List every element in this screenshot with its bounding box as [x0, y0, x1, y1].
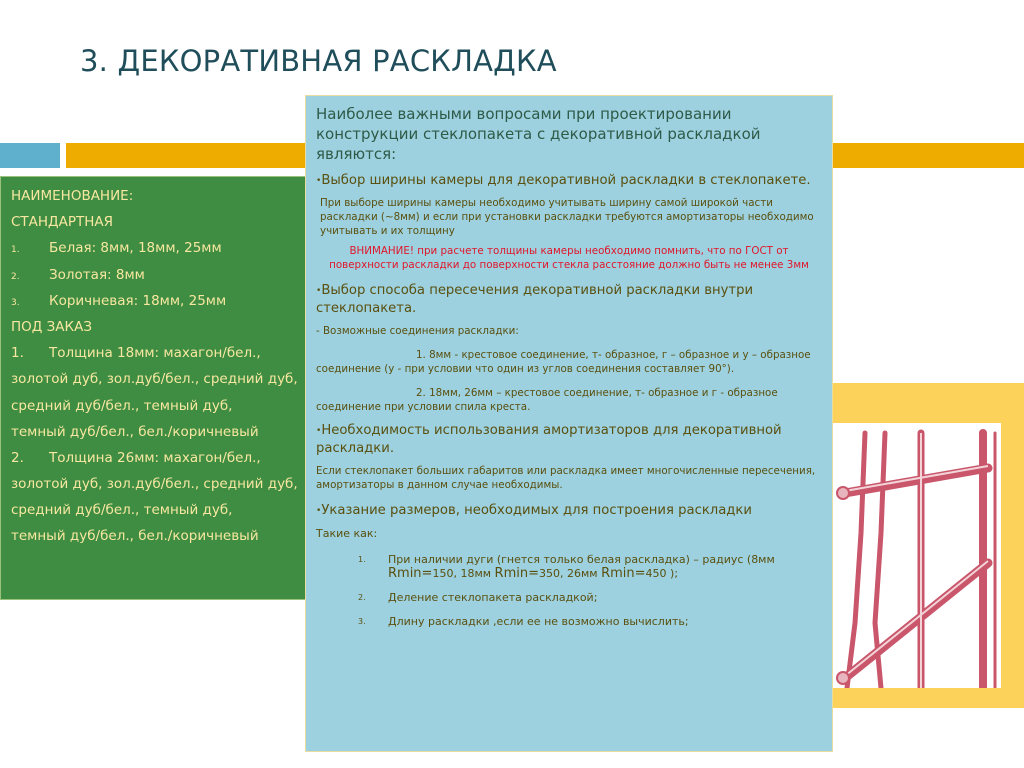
decorative-bar-cyan [0, 143, 60, 168]
joint-option: 2. 18мм, 26мм – крестовое соединение, т- образное и г - образное соединение при условии спила креста. [316, 387, 778, 413]
panel-heading: НАИМЕНОВАНИЕ: [11, 188, 134, 204]
standard-item [11, 235, 305, 261]
item-number: 1. [11, 345, 24, 362]
muntin-grid-illustration [833, 423, 1001, 688]
custom-item-line: средний дуб/бел., темный дуб, [11, 397, 233, 414]
joint-option: 1. 8мм - крестовое соединение, т- образное, г – образное и у – образное соединение (у - при условии что один из углов соединения составляет 90°). [316, 349, 811, 375]
section-heading-dimensions: •Указание размеров, необходимых для построения раскладки [316, 503, 752, 518]
item-number: 1. [11, 245, 20, 256]
bullet-icon: • [316, 286, 322, 296]
custom-item-line: золотой дуб, зол.дуб/бел., средний дуб, [11, 371, 298, 388]
section-heading-dampers: •Необходимость использования амортизаторов для декоративной раскладки. [316, 423, 782, 456]
warning-text: ВНИМАНИЕ! при расчете толщины камеры необходимо помнить, что по ГОСТ от поверхности раскладки до поверхности стекла расстояние должно быть не менее 3мм [329, 245, 809, 271]
custom-label: ПОД ЗАКАЗ [11, 318, 92, 335]
decorative-bar-orange-left [66, 143, 312, 168]
section-subheading: - Возможные соединения раскладки: [316, 325, 519, 337]
item-number: 2. [358, 593, 366, 602]
item-number: 2. [11, 271, 20, 282]
standard-label: СТАНДАРТНАЯ [11, 214, 113, 231]
section-text: Если стеклопакет больших габаритов или раскладка имеет многочисленные пересечения, амортизаторы в данном случае необходимы. [316, 465, 816, 491]
bullet-icon: • [316, 426, 322, 436]
list-item: 1. При наличии дуги (гнется только белая раскладка) – радиус (8мм Rmin=150, 18мм Rmin=350, 26мм Rmin=450 ); [316, 553, 822, 581]
item-number: 3. [11, 297, 20, 308]
dimensions-list [316, 553, 822, 629]
list-item [316, 591, 822, 605]
custom-item-line: темный дуб/бел., бел./коричневый [11, 423, 259, 440]
slide-title: 3. ДЕКОРАТИВНАЯ РАСКЛАДКА [80, 44, 557, 78]
muntin-types-panel [0, 176, 306, 600]
section-heading-intersection: •Выбор способа пересечения декоративной раскладки внутри стеклопакета. [316, 283, 754, 316]
item-text: Толщина 26мм: махагон/бел., [49, 449, 261, 466]
design-considerations-panel [305, 95, 833, 752]
intro-text: Наиболее важными вопросами при проектировании конструкции стеклопакета с декоративной раскладкой являются: [316, 105, 761, 163]
standard-item [11, 262, 305, 288]
item-number: 1. [358, 555, 366, 564]
custom-item-line: средний дуб/бел., темный дуб, [11, 502, 233, 519]
item-text: Толщина 18мм: махагон/бел., [49, 345, 261, 362]
item-text: Золотая: 8мм [49, 266, 145, 283]
section-lead: Такие как: [316, 527, 378, 540]
bullet-icon: • [316, 176, 322, 186]
section-text: При выборе ширины камеры необходимо учитывать ширину самой широкой части раскладки (~8мм) и если при установки раскладки требуются амортизаторы необходимо учитывать и их толщину [320, 197, 814, 237]
bullet-icon: • [316, 506, 322, 516]
standard-item [11, 288, 305, 314]
decorative-bar-orange-right [832, 143, 1024, 168]
item-number: 3. [358, 617, 366, 626]
section-heading-chamber-width: •Выбор ширины камеры для декоративной раскладки в стеклопакете. [316, 173, 811, 188]
item-number: 2. [11, 449, 24, 466]
custom-item-line: темный дуб/бел., бел./коричневый [11, 528, 259, 545]
list-item [316, 615, 822, 629]
item-text: Белая: 8мм, 18мм, 25мм [49, 240, 222, 257]
custom-item [11, 340, 305, 366]
item-text: Деление стеклопакета раскладкой; [388, 591, 598, 604]
item-text: Коричневая: 18мм, 25мм [49, 292, 227, 309]
item-text: Длину раскладки ,если ее не возможно вычислить; [388, 615, 689, 628]
custom-item-line: золотой дуб, зол.дуб/бел., средний дуб, [11, 476, 298, 493]
custom-item [11, 445, 305, 471]
window-muntin-photo [833, 423, 1001, 688]
